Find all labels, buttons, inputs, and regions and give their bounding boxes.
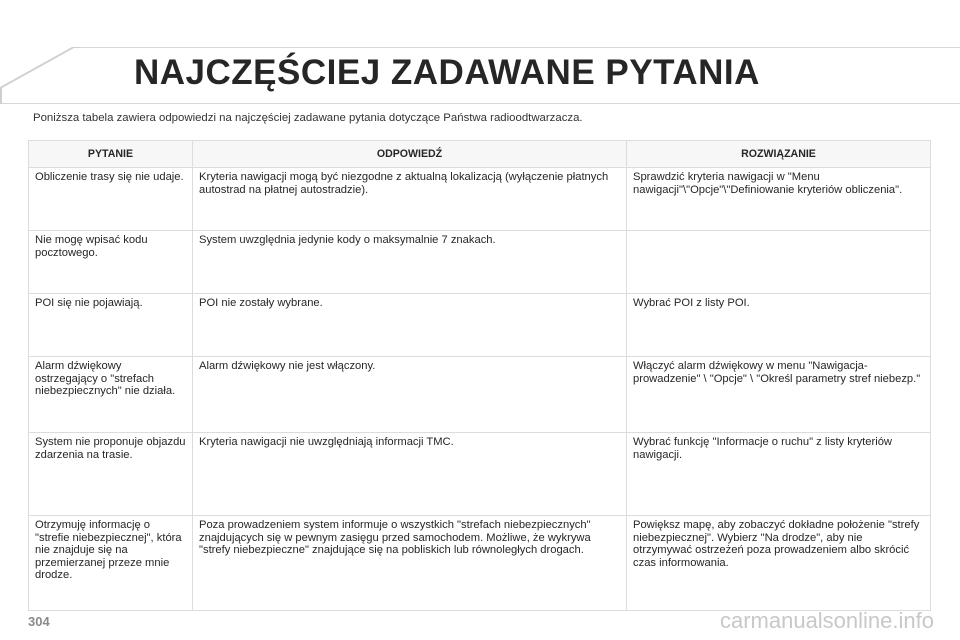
answer-cell: Kryteria nawigacji mogą być niezgodne z aktualną lokalizacją (wyłączenie płatnych autostrad na płatnej autostradzie). (193, 168, 627, 231)
answer-cell: System uwzględnia jedynie kody o maksymalnie 7 znakach. (193, 231, 627, 294)
answer-cell: Kryteria nawigacji nie uwzględniają informacji TMC. (193, 433, 627, 516)
faq-table (28, 140, 931, 611)
page-number: 304 (28, 614, 50, 629)
question-cell: Alarm dźwiękowy ostrzegający o "strefach niebezpiecznych" nie działa. (29, 357, 193, 433)
answer-cell: POI nie zostały wybrane. (193, 294, 627, 357)
question-cell: System nie proponuje objazdu zdarzenia na trasie. (29, 433, 193, 516)
column-header-question: PYTANIE (29, 141, 193, 168)
header-top-rule (72, 47, 960, 48)
column-header-solution: ROZWIĄZANIE (627, 141, 931, 168)
table-row (29, 168, 931, 231)
answer-cell: Alarm dźwiękowy nie jest włączony. (193, 357, 627, 433)
solution-cell: Powiększ mapę, aby zobaczyć dokładne położenie "strefy niebezpiecznej". Wybierz "Na drodze", aby nie otrzymywać ostrzeżeń poza prowadzeniem albo skrócić czas informowania. (627, 516, 931, 611)
solution-cell: Włączyć alarm dźwiękowy w menu "Nawigacja-prowadzenie" \ "Opcje" \ "Określ parametry stref niebezp." (627, 357, 931, 433)
table-row (29, 294, 931, 357)
solution-cell (627, 231, 931, 294)
solution-cell: Sprawdzić kryteria nawigacji w "Menu nawigacji"\"Opcje"\"Definiowanie kryteriów obliczenia". (627, 168, 931, 231)
solution-cell: Wybrać funkcję "Informacje o ruchu" z listy kryteriów nawigacji. (627, 433, 931, 516)
table-header-row (29, 141, 931, 168)
table-row (29, 433, 931, 516)
header-corner-tab (0, 47, 80, 104)
intro-text: Poniższa tabela zawiera odpowiedzi na najczęściej zadawane pytania dotyczące Państwa radioodtwarzacza. (33, 112, 583, 124)
answer-cell: Poza prowadzeniem system informuje o wszystkich "strefach niebezpiecznych" znajdujących się w pewnym zasięgu przed samochodem. Możliwe, że wykrywa "strefy niebezpieczne" znajdujące się na pobliskich lub równoległych drogach. (193, 516, 627, 611)
table-row (29, 231, 931, 294)
table-row (29, 357, 931, 433)
header-bottom-rule (0, 103, 960, 104)
watermark: carmanualsonline.info (719, 608, 934, 633)
question-cell: Nie mogę wpisać kodu pocztowego. (29, 231, 193, 294)
column-header-answer: ODPOWIEDŹ (193, 141, 627, 168)
question-cell: POI się nie pojawiają. (29, 294, 193, 357)
question-cell: Obliczenie trasy się nie udaje. (29, 168, 193, 231)
solution-cell: Wybrać POI z listy POI. (627, 294, 931, 357)
question-cell: Otrzymuję informację o "strefie niebezpiecznej", która nie znajduje się na przemierzanej przeze mnie drodze. (29, 516, 193, 611)
page-title: NAJCZĘŚCIEJ ZADAWANE PYTANIA (134, 53, 760, 92)
table-row (29, 516, 931, 611)
